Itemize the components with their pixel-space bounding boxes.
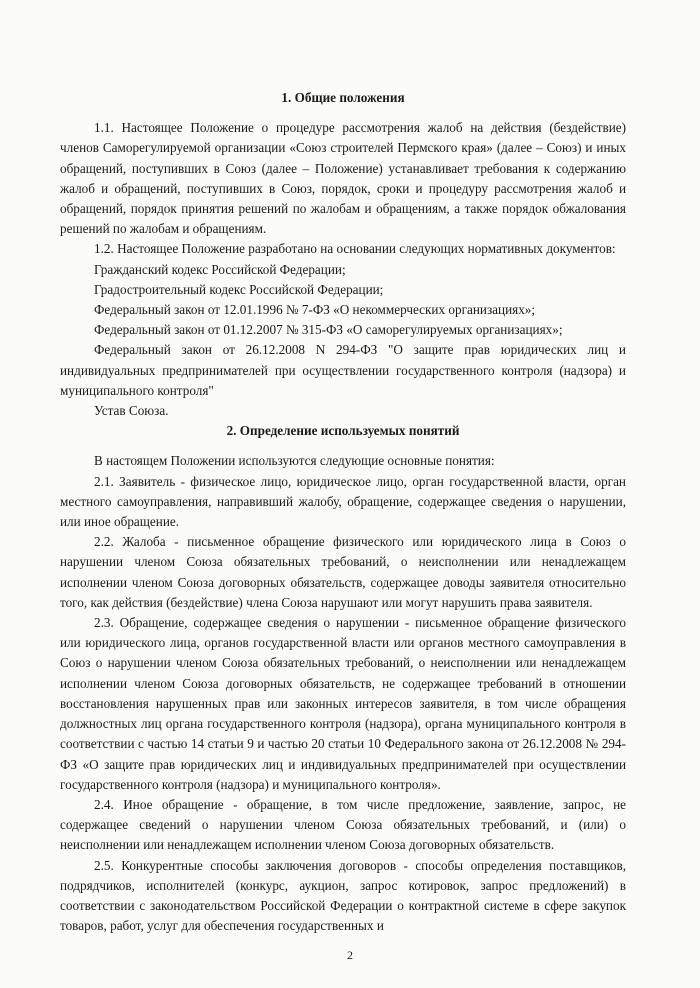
paragraph-2-2: 2.2. Жалоба - письменное обращение физического или юридического лица в Союз о нарушении членом Союза обязательных требований, о неисполнении или ненадлежащем исполнении членом Союза договорных обязательств, содержащее доводы заявителя относительно того, как действия (бездействие) члена Союза нарушают или могут нарушить права заявителя. xyxy=(60,534,626,610)
doc-list-item: Федеральный закон от 01.12.2007 № 315-ФЗ «О саморегулируемых организациях»; xyxy=(94,322,563,338)
doc-list-item: Федеральный закон от 26.12.2008 N 294-ФЗ "О защите прав юридических лиц и индивидуальных предпринимателей при осуществлении государственного контроля (надзора) и муниципального контроля" xyxy=(60,342,626,398)
section-2-title: 2. Определение используемых понятий xyxy=(226,423,460,439)
paragraph-1-2: 1.2. Настоящее Положение разработано на основании следующих нормативных документов: xyxy=(94,241,616,257)
paragraph-2-5: 2.5. Конкурентные способы заключения договоров - способы определения поставщиков, подрядчиков, исполнителей (конкурс, аукцион, запрос котировок, запрос предложений) в соответствии с законодательством Российской Федерации о контрактной системе в сфере закупок товаров, работ, услуг для обеспечения государственных и xyxy=(60,857,626,934)
doc-list-item: Градостроительный кодекс Российской Федерации; xyxy=(94,281,384,297)
document-body xyxy=(60,88,626,936)
section-2-intro: В настоящем Положении используются следующие основные понятия: xyxy=(94,453,495,469)
paragraph-1-1: 1.1. Настоящее Положение о процедуре рассмотрения жалоб на действия (бездействие) членов Саморегулируемой организации «Союз строителей Пермского края» (далее – Союз) и иных обращений, поступивших в Союз (далее – Положение) устанавливает требования к содержанию жалоб и обращений, поступивших в Союз, порядок, сроки и процедуру рассмотрения жалоб и обращений, порядок принятия решений по жалобам и обращениям, а также порядок обжалования решений по жалобам и обращениям. xyxy=(60,120,626,237)
paragraph-2-4: 2.4. Иное обращение - обращение, в том числе предложение, заявление, запрос, не содержащее сведений о нарушении членом Союза обязательных требований, и (или) о неисполнении или ненадлежащем исполнении членом Союза договорных обязательств. xyxy=(60,796,626,853)
doc-list-item: Устав Союза. xyxy=(94,403,169,419)
doc-list-item: Гражданский кодекс Российской Федерации; xyxy=(94,261,346,277)
paragraph-2-3: 2.3. Обращение, содержащее сведения о нарушении - письменное обращение физического или юридического лица, органов государственной власти или органов местного самоуправления в Союз о нарушении членом Союза обязательных требований, о неисполнении или ненадлежащем исполнении членом Союза договорных обязательств, не содержащее требований в отношении восстановления нарушенных прав или законных интересов заявителя, в том числе обращения должностных лиц органа государственного контроля (надзора), органа муниципального контроля в соответствии с частью 14 статьи 9 и частью 20 статьи 10 Федерального закона от 26.12.2008 № 294-ФЗ «О защите прав юридических лиц и индивидуальных предпринимателей при осуществлении государственного контроля (надзора) и муниципального контроля». xyxy=(60,615,626,792)
section-1-title: 1. Общие положения xyxy=(281,90,405,105)
page-number: 2 xyxy=(347,948,353,962)
paragraph-2-1: 2.1. Заявитель - физическое лицо, юридическое лицо, орган государственной власти, орган местного самоуправления, направивший жалобу, обращение, содержащее сведения о нарушении, или иное обращение. xyxy=(60,473,626,530)
doc-list-item: Федеральный закон от 12.01.1996 № 7-ФЗ «О некоммерческих организациях»; xyxy=(94,302,536,318)
